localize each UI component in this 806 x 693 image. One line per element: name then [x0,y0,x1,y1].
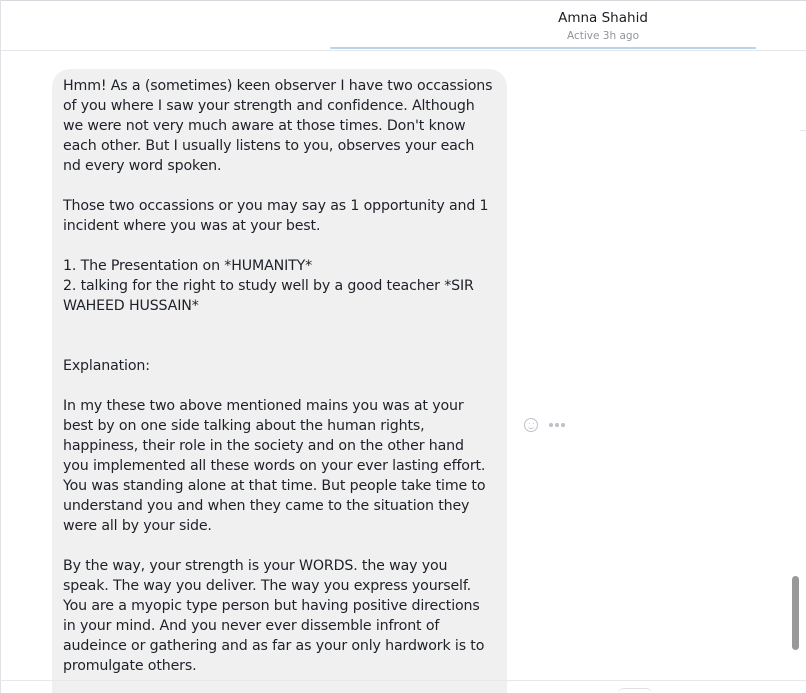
dot [561,423,565,427]
more-horizontal-icon[interactable] [549,423,565,427]
conversation-header [1,1,806,51]
scrollbar-thumb[interactable] [792,576,799,650]
side-divider [800,130,806,131]
header-underline [330,47,756,49]
active-status: Active 3h ago [566,30,639,42]
dot [549,423,553,427]
message-paragraph: Explanation: [63,358,150,374]
contact-name[interactable]: Amna Shahid [558,10,648,26]
composer-top-border [0,680,806,681]
message-paragraph: In my these two above mentioned mains you was at your best by on one side talking about the human rights, happiness, their role in the society and on the other hand you implemented all these words on your ever lasting effort. You was standing alone at that time. But people take time to understand you and when they came to the situation they were all by your side. [63,398,486,534]
message-paragraph: Hmm! As a (sometimes) keen observer I have two occassions of you where I saw your strength and confidence. Although we were not very much aware at those times. Don't know each other. But I usually listens to you, observes your each nd every word spoken. [63,78,493,174]
message-paragraph: By the way, your strength is your WORDS. the way you speak. The way you deliver. The way you express yourself. You are a myopic type person but having positive directions in your mind. And you never ever dissemble infront of audeince or gathering and as far as your only hardwork is to promulgate others. [63,558,485,674]
composer-edge [618,688,652,693]
message-paragraph: 1. The Presentation on *HUMANITY* 2. talking for the right to study well by a good teacher *SIR WAHEED HUSSAIN* [63,258,474,314]
smiley-mouth [528,425,534,430]
message-paragraph: Those two occassions or you may say as 1 opportunity and 1 incident where you was at your best. [63,198,489,234]
dot [555,423,559,427]
message-bubble[interactable] [52,69,507,693]
window-left-border [0,0,1,693]
smiley-face-icon[interactable] [524,418,538,432]
